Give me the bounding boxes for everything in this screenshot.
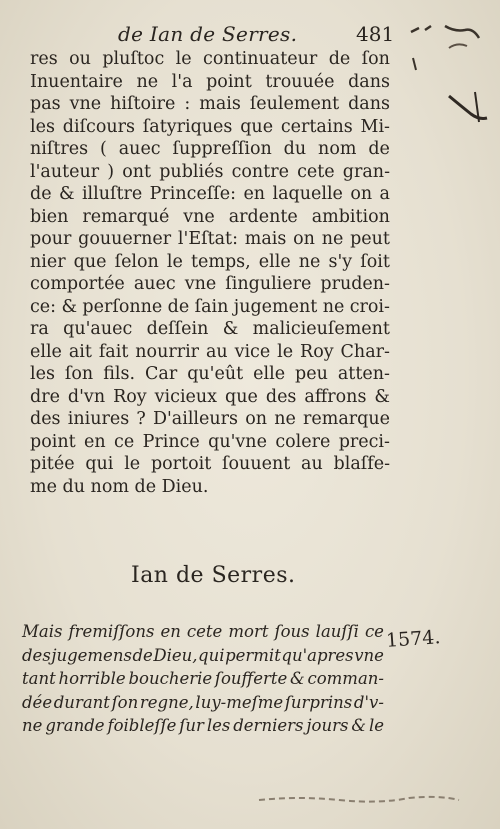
- ink-mark-right: [445, 88, 495, 128]
- italic-quote: [22, 620, 384, 738]
- italic-line: Mais fremiſſons en cete mort ſous lauſſi ce: [22, 622, 384, 641]
- margin-date: 1574.: [385, 626, 442, 652]
- body-line: nier que ſelon le temps, elle ne s'y ſoit: [30, 251, 390, 272]
- body-line: point en ce Prince qu'vne colere preci-: [30, 431, 390, 452]
- body-line: comportée auec vne ſinguliere pruden-: [30, 274, 390, 294]
- body-line: res ou pluſtoc le continuateur de ſon: [30, 49, 390, 69]
- body-text: [30, 48, 390, 498]
- section-title: Ian de Serres.: [131, 563, 296, 588]
- body-line: les diſcours ſatyriques que certains Mi-: [30, 116, 390, 137]
- body-line: pitée qui le portoit ſouuent au blaſfe-: [30, 454, 390, 474]
- italic-line: dée durant ſon regne, luy-meſme ſurprins d'v-: [22, 692, 384, 712]
- body-line: niſtres ( auec ſuppreſſion du nom de: [30, 139, 390, 159]
- body-line-last: me du nom de Dieu.: [30, 476, 209, 497]
- body-line: dre d'vn Roy vicieux que des affrons &: [30, 386, 390, 407]
- italic-line: tant horrible boucherie ſoufferte & comman-: [22, 669, 384, 688]
- page-number: 481: [356, 22, 395, 46]
- body-line: Inuentaire ne l'a point trouuée dans: [30, 71, 390, 92]
- italic-line: ne grande foibleſſe ſur les derniers jours & le: [22, 716, 384, 735]
- ink-smudge-bottom: [255, 790, 465, 810]
- body-line: pas vne hiſtoire : mais ſeulement dans: [30, 94, 390, 114]
- body-line: pour gouuerner l'Eſtat: mais on ne peut: [30, 229, 390, 249]
- italic-line: des jugemens de Dieu, qui permit qu'apres vne: [22, 645, 384, 665]
- body-line: bien remarqué vne ardente ambition: [30, 206, 390, 227]
- body-line: les ſon fils. Car qu'eût elle peu atten-: [30, 364, 390, 384]
- body-line: ce: & perſonne de ſain jugement ne croi-: [30, 296, 390, 317]
- body-line: de & illuſtre Princeſſe: en laquelle on a: [30, 184, 390, 204]
- body-line: l'auteur ) ont publiés contre cete gran-: [30, 161, 390, 182]
- body-line: elle ait fait nourrir au vice le Roy Char-: [30, 341, 390, 362]
- ink-flourish-top-right: [405, 18, 495, 78]
- body-line: ra qu'auec deſſein & malicieuſement: [30, 319, 390, 339]
- running-title: de Ian de Serres.: [118, 22, 298, 46]
- body-line: des iniures ? D'ailleurs on ne remarque: [30, 409, 390, 429]
